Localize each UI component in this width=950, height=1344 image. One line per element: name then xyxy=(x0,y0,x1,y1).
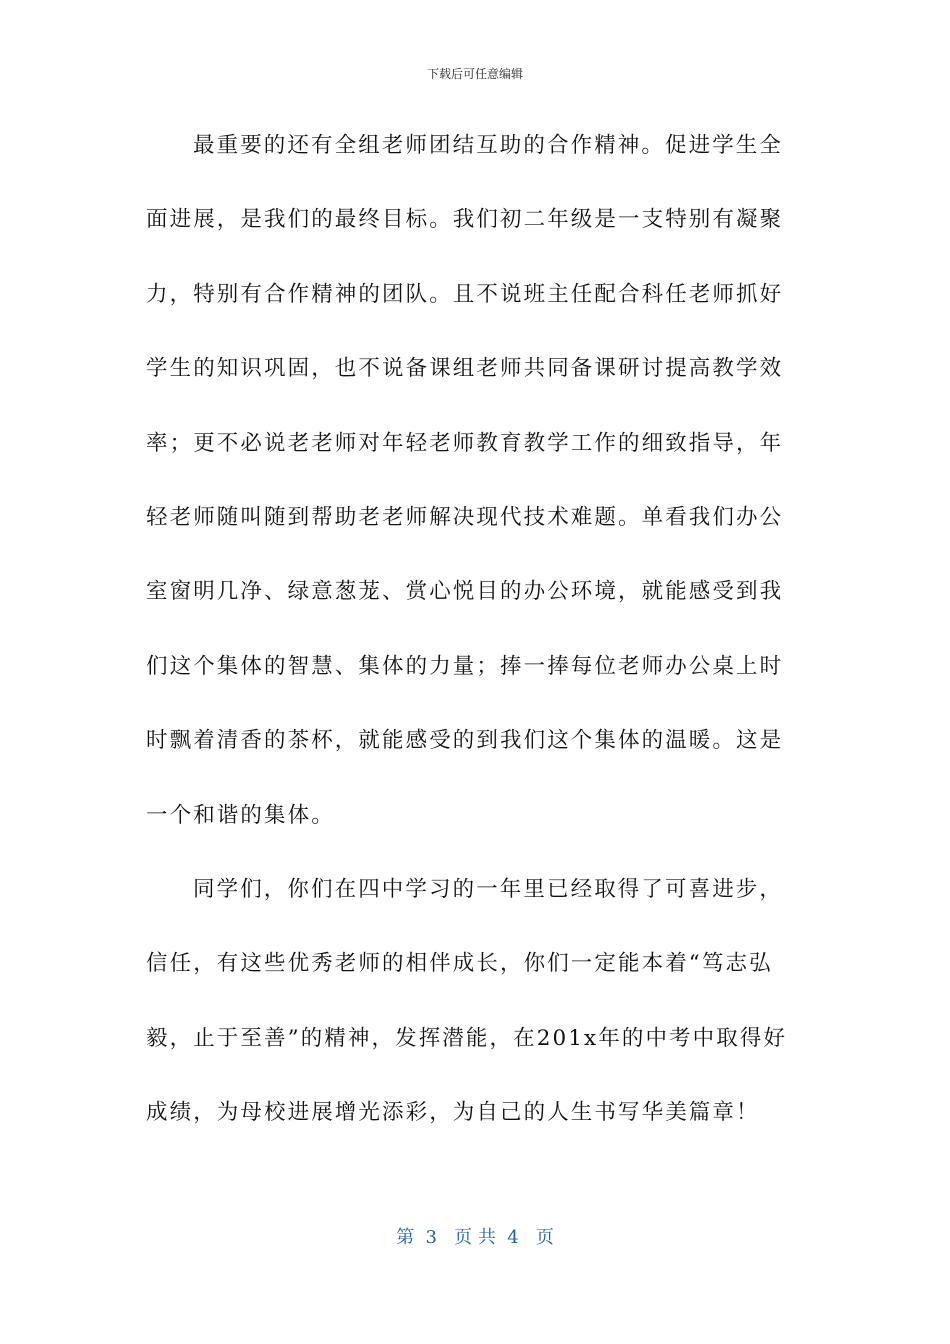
page-header: 下载后可任意编辑 xyxy=(426,67,523,81)
paragraph-1-line-9: 时飘着清香的茶杯，就能感受的到我们这个集体的温暖。这是 xyxy=(146,728,784,754)
paragraph-1-line-5: 率；更不必说老老师对年轻老师教育教学工作的细致指导，年 xyxy=(146,430,784,456)
body-text xyxy=(146,120,806,1161)
paragraph-1-line-3: 力，特别有合作精神的团队。且不说班主任配合科任老师抓好 xyxy=(146,281,784,307)
paragraph-1-line-1: 最重要的还有全组老师团结互助的合作精神。促进学生全 xyxy=(193,133,784,158)
paragraph-1-line-6: 轻老师随叫随到帮助老老师解决现代技术难题。单看我们办公 xyxy=(146,504,784,530)
paragraph-1-line-8: 们这个集体的智慧、集体的力量；捧一捧每位老师办公桌上时 xyxy=(146,653,784,679)
paragraph-1-line-10: 一个和谐的集体。 xyxy=(146,802,335,828)
paragraph-1-line-2: 面进展，是我们的最终目标。我们初二年级是一支特别有凝聚 xyxy=(146,207,784,233)
paragraph-2-line-2: 信任，有这些优秀老师的相伴成长，你们一定能本着“笃志弘 xyxy=(146,951,773,977)
paragraph-2-line-4: 成绩，为母校进展增光添彩，为自己的人生书写华美篇章！ xyxy=(146,1100,760,1126)
paragraph-2-line-1: 同学们，你们在四中学习的一年里已经取得了可喜进步， xyxy=(193,876,784,902)
paragraph-1-line-7: 室窗明几净、绿意葱茏、赏心悦目的办公环境，就能感受到我 xyxy=(146,579,784,605)
paragraph-2-line-3: 毅，止于至善”的精神，发挥潜能，在201x年的中考中取得好 xyxy=(146,1025,788,1051)
page-number-footer: 第 3 页 共 4 页 xyxy=(396,1227,554,1248)
paragraph-1-line-4: 学生的知识巩固，也不说备课组老师共同备课研讨提高教学效 xyxy=(146,356,784,382)
